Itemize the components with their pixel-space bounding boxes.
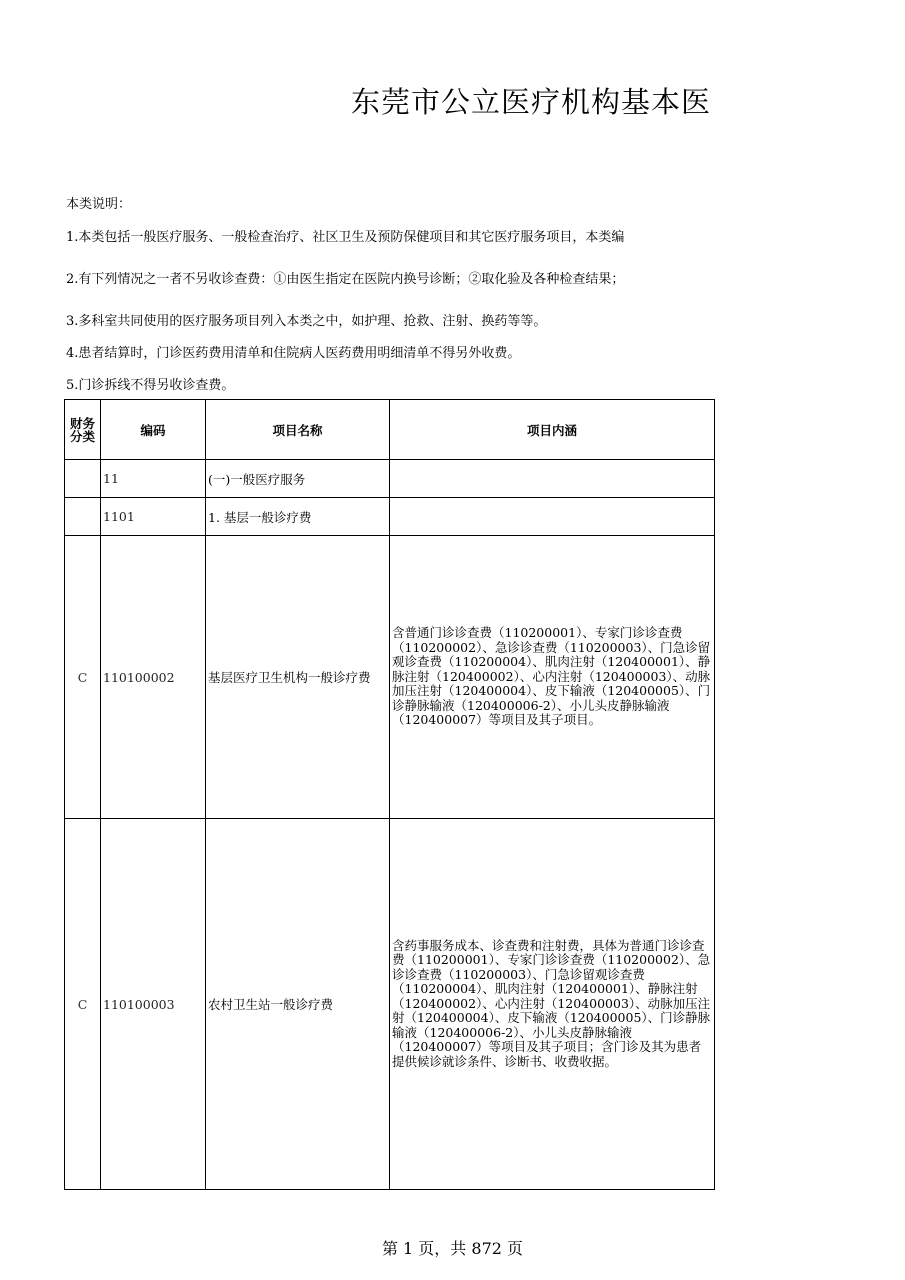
header-name: 项目名称	[206, 400, 390, 460]
note-2: 2.有下列情况之一者不另收诊查费：①由医生指定在医院内换号诊断；②取化验及各种检查结果；	[66, 272, 625, 287]
fee-table	[64, 399, 715, 1190]
note-5: 5.门诊拆线不得另收诊查费。	[66, 378, 235, 393]
note-1: 1.本类包括一般医疗服务、一般检查治疗、社区卫生及预防保健项目和其它医疗服务项目，本类编	[66, 230, 625, 245]
header-category: 财务 分类	[65, 400, 101, 460]
table-row	[65, 536, 715, 819]
notes-heading: 本类说明：	[66, 197, 132, 212]
row-code: 110100002	[101, 536, 206, 819]
header-code: 编码	[101, 400, 206, 460]
table-row	[65, 460, 715, 498]
table-row	[65, 498, 715, 536]
row-content	[390, 460, 715, 498]
row-code: 11	[101, 460, 206, 498]
row-name: (一)一般医疗服务	[206, 460, 390, 498]
row-category: C	[65, 536, 101, 819]
table-row	[65, 819, 715, 1190]
note-4: 4.患者结算时，门诊医药费用清单和住院病人医药费用明细清单不得另外收费。	[66, 346, 521, 361]
row-name: 农村卫生站一般诊疗费	[206, 819, 390, 1190]
row-name: 1. 基层一般诊疗费	[206, 498, 390, 536]
page-footer: 第 1 页，共 872 页	[381, 1239, 524, 1258]
row-code: 110100003	[101, 819, 206, 1190]
row-category: C	[65, 819, 101, 1190]
row-name: 基层医疗卫生机构一般诊疗费	[206, 536, 390, 819]
note-3: 3.多科室共同使用的医疗服务项目列入本类之中，如护理、抢救、注射、换药等等。	[66, 314, 547, 329]
row-code: 1101	[101, 498, 206, 536]
document-title: 东莞市公立医疗机构基本医	[351, 85, 712, 119]
row-content: 含普通门诊诊查费（110200001）、专家门诊诊查费（110200002）、急诊诊查费（110200003）、门急诊留观诊查费（110200004）、肌肉注射（120400001）、静脉注射（120400002）、心内注射（120400003）、动脉加压注射（120400004）、皮下输液（120400005）、门诊静脉输液（120400006-2）、小儿头皮静脉输液（120400007）等项目及其子项目。	[390, 536, 715, 819]
header-content: 项目内涵	[390, 400, 715, 460]
row-category	[65, 498, 101, 536]
row-content: 含药事服务成本、诊查费和注射费，具体为普通门诊诊查费（110200001）、专家门诊诊查费（110200002）、急诊诊查费（110200003）、门急诊留观诊查费（110200004）、肌肉注射（120400001）、静脉注射（120400002）、心内注射（120400003）、动脉加压注射（120400004）、皮下输液（120400005）、门诊静脉输液（120400006-2）、小儿头皮静脉输液（120400007）等项目及其子项目；含门诊及其为患者提供候诊就诊条件、诊断书、收费收据。	[390, 819, 715, 1190]
table-header-row	[65, 400, 715, 460]
row-category	[65, 460, 101, 498]
row-content	[390, 498, 715, 536]
